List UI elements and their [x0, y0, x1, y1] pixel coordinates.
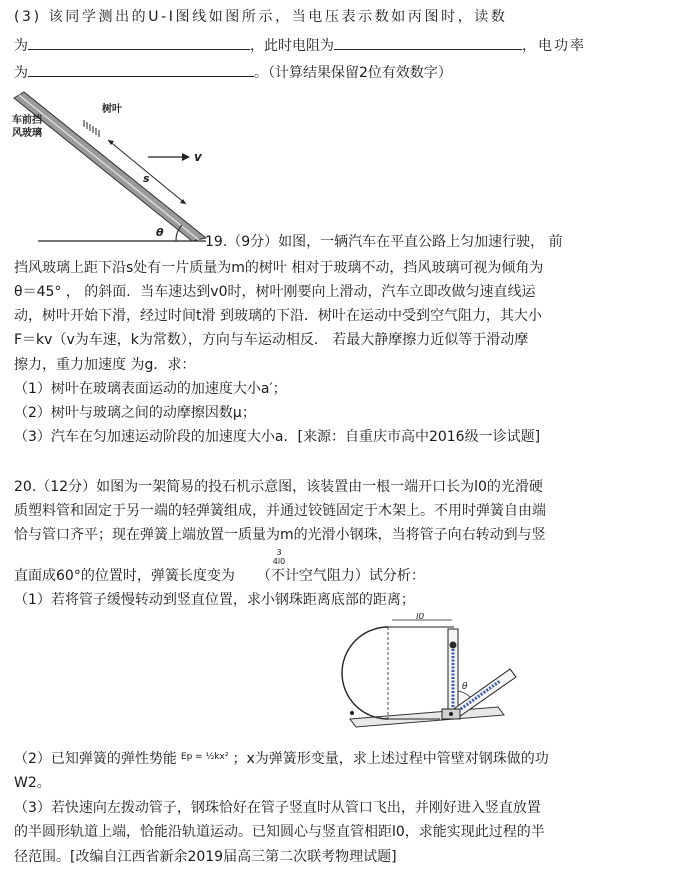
- q18-line-1: (3) 该同学测出的U-I图线如图所示，当电压表示数如丙图时，读数: [14, 9, 508, 25]
- glass-label-2: 风玻璃: [12, 128, 42, 139]
- semicircle-track: [342, 627, 388, 719]
- angle-label: θ: [156, 226, 164, 239]
- reading-answer-blank[interactable]: [28, 35, 250, 50]
- q18-line-2: [14, 35, 586, 56]
- q18-line-2-mid: ，此时电阻为: [250, 38, 334, 54]
- steel-ball: [450, 642, 457, 649]
- fraction-denominator: 4l0: [272, 557, 286, 566]
- length-fraction: [268, 548, 290, 566]
- q19-line-6: 擦力，重力加速度 为g．求：: [14, 357, 196, 373]
- q20-line-8: （3）若快速向左拨动管子，钢珠恰好在管子竖直时从管口飞出，并刚好进入竖直放置: [14, 800, 541, 816]
- q18-line-3-prefix: 为: [14, 65, 28, 81]
- q20-line-10: 径范围。[改编自江西省新余2019届高三第二次联考物理试题]: [14, 849, 397, 865]
- q20-line-1: 20.（12分）如图为一架简易的投石机示意图，该装置由一根一端开口长为l0的光滑硬: [14, 479, 543, 495]
- fraction-numerator: 3: [276, 548, 282, 557]
- q19-line-7: （1）树叶在玻璃表面运动的加速度大小a′；: [14, 381, 287, 397]
- q20-line-4-suffix: （不计空气阻力）试分析：: [256, 568, 425, 584]
- glass-label-1: 车前挡: [12, 115, 42, 126]
- q20-line-7: W2。: [14, 775, 51, 791]
- tube-angle-label: θ: [462, 682, 468, 692]
- velocity-arrow-icon: [182, 153, 190, 161]
- q19-line-3: θ＝45° ， 的斜面．当车速达到v0时，树叶刚要向上滑动，汽车立即改做匀速直线运: [14, 284, 536, 300]
- q20-line-3: 恰与管口齐平；现在弹簧上端放置一质量为m的光滑小钢珠，当将管子向右转动到与竖: [14, 527, 546, 543]
- catapult-figure: [330, 613, 526, 731]
- q20-line-6-suffix: ；x为弹簧形变量，求上述过程中管壁对钢珠做的功: [232, 751, 549, 767]
- q19-line-4: 动，树叶开始下滑，经过时间t滑 到玻璃的下沿．树叶在运动中受到空气阻力，其大小: [14, 308, 542, 324]
- q18-line-3: [14, 62, 452, 83]
- elastic-energy-formula: Ep = ½kx²: [180, 752, 229, 762]
- distance-label: s: [143, 172, 150, 185]
- q20-line-2: 质塑料管和固定于另一端的轻弹簧组成，并通过铰链固定于木架上。不用时弹簧自由端: [14, 503, 546, 519]
- hinge-pin: [449, 712, 453, 716]
- q19-line-8: （2）树叶与玻璃之间的动摩擦因数μ；: [14, 405, 256, 421]
- q20-line-6-prefix: （2）已知弹簧的弹性势能: [14, 751, 177, 767]
- q20-line-6: [14, 747, 549, 769]
- q20-line-4-prefix: 直面成60°的位置时，弹簧长度变为: [14, 568, 235, 584]
- leaf-label: 树叶: [102, 104, 122, 115]
- resistance-answer-blank[interactable]: [334, 35, 522, 50]
- l0-label: l0: [416, 613, 425, 622]
- q19-line-9: （3）汽车在匀加速运动阶段的加速度大小a．[来源：自重庆市高中2016级一诊试题]: [14, 429, 541, 445]
- q20-line-9: 的半圆形轨道上端，恰能沿轨道运动。已知圆心与竖直管相距l0，求能实现此过程的半: [14, 824, 545, 840]
- windshield-highlight: [19, 95, 199, 240]
- q19-line-2: 挡风玻璃上距下沿s处有一片质量为m的树叶 相对于玻璃不动，挡风玻璃可视为倾角为: [14, 260, 544, 276]
- leaf-icon: [84, 120, 99, 137]
- power-answer-blank[interactable]: [28, 62, 254, 77]
- q20-line-5: （1）若将管子缓慢转动到竖直位置，求小钢珠距离底部的距离；: [14, 592, 415, 608]
- q19-line-1: 19.（9分）如图，一辆汽车在平直公路上匀加速行驶， 前: [205, 234, 563, 250]
- q18-line-2-suffix: ，电功率: [522, 38, 586, 54]
- q18-line-3-suffix: 。（计算结果保留2位有效数字）: [254, 65, 452, 81]
- velocity-label: v: [194, 150, 202, 164]
- q18-line-2-prefix: 为: [14, 38, 28, 54]
- q20-line-4: [14, 566, 425, 586]
- windshield-figure: [10, 90, 210, 250]
- track-point: [350, 711, 354, 715]
- q19-line-5: F＝kv（v为车速，k为常数），方向与车运动相反． 若最大静摩擦力近似等于滑动摩: [14, 332, 529, 348]
